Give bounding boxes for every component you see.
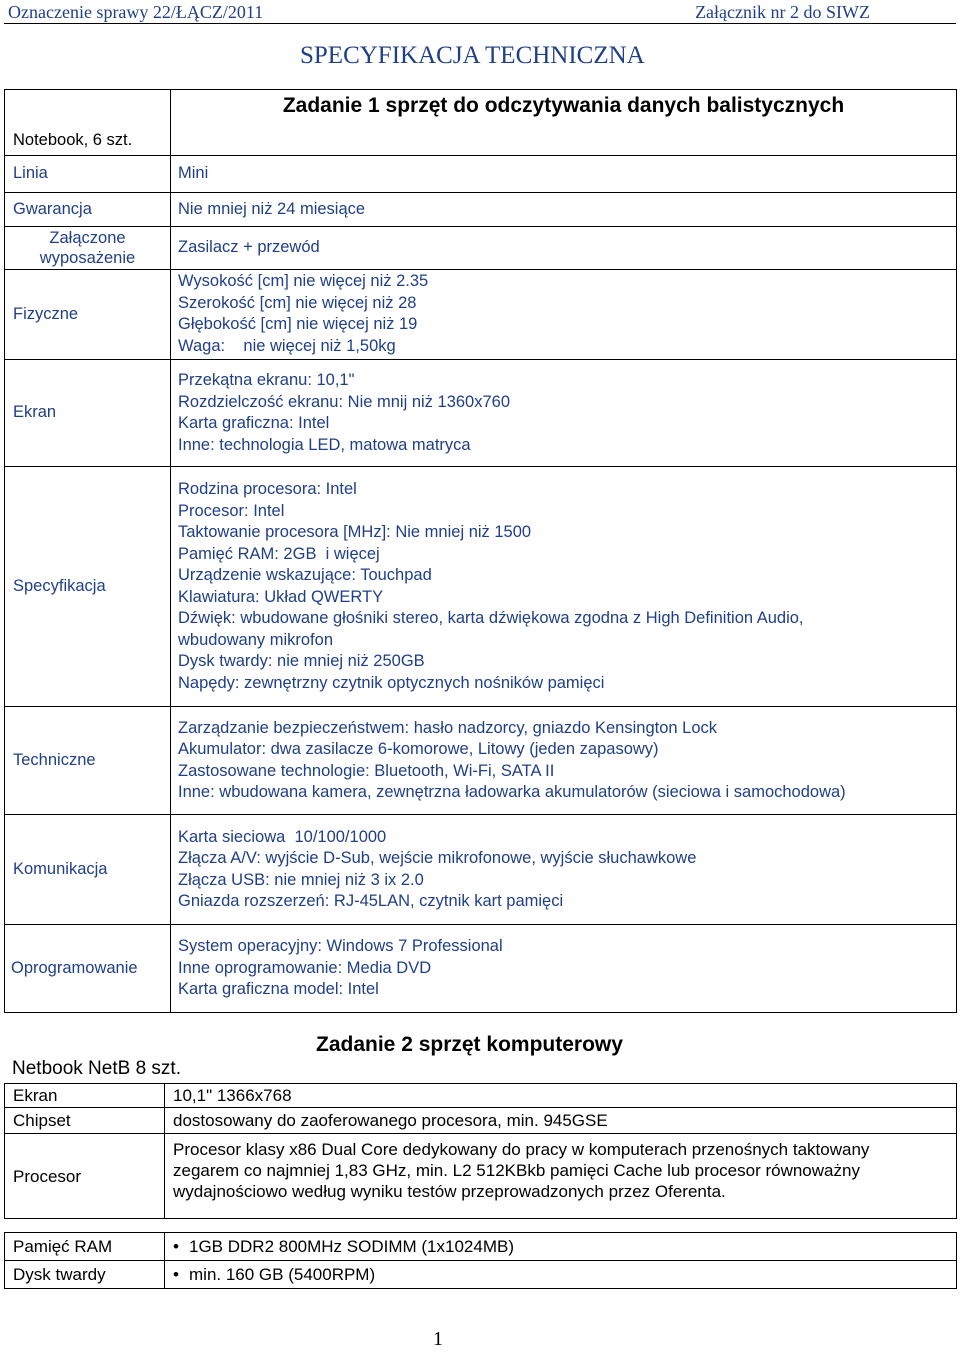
value-line: wbudowany mikrofon (178, 630, 333, 649)
table-row (5, 156, 957, 193)
value-line: Złącza A/V: wyjście D-Sub, wejście mikrofonowe, wyjście słuchawkowe (178, 849, 697, 867)
task2-item: Netbook NetB 8 szt. (12, 1058, 181, 1079)
value-text: min. 160 GB (5400RPM) (189, 1265, 376, 1284)
table-row (5, 1108, 957, 1134)
row-value: 10,1" 1366x768 (165, 1084, 957, 1108)
attachment-label: Załącznik nr 2 do SIWZ (695, 2, 870, 22)
value-line: Pamięć RAM: 2GB i więcej (178, 544, 380, 563)
table-row (5, 1219, 957, 1233)
value-text: 1GB DDR2 800MHz SODIMM (1x1024MB) (189, 1237, 514, 1256)
row-value (171, 270, 957, 360)
value-line: Karta sieciowa 10/100/1000 (178, 827, 387, 846)
header-divider (4, 23, 956, 24)
row-value (171, 467, 957, 707)
value-line: Napędy: zewnętrzny czytnik optycznych nośników pamięci (178, 673, 605, 692)
row-label: Ekran (5, 360, 171, 467)
row-label: Pamięć RAM (5, 1233, 165, 1261)
value-line: Akumulator: dwa zasilacze 6-komorowe, Litowy (jeden zapasowy) (178, 740, 659, 758)
value-line: Rodzina procesora: Intel (178, 480, 357, 498)
value-line: Dysk twardy: nie mniej niż 250GB (178, 652, 425, 670)
table-row (5, 1261, 957, 1289)
table-row (5, 360, 957, 467)
row-label: Ekran (5, 1084, 165, 1108)
table-row (5, 1233, 957, 1261)
value-line: Szerokość [cm] nie więcej niż 28 (178, 293, 417, 312)
table-row (5, 193, 957, 227)
row-label: Fizyczne (5, 270, 171, 360)
value-line: Waga: nie więcej niż 1,50kg (178, 336, 396, 355)
row-value (171, 815, 957, 925)
value-line: Przekątna ekranu: 10,1" (178, 371, 355, 389)
row-label: Załączone wyposażenie (5, 227, 171, 270)
value-line: wydajnościowo według wyniku testów przeprowadzonych przez Oferenta. (173, 1182, 726, 1201)
value-line: Procesor: Intel (178, 501, 285, 520)
page-number: 1 (433, 1328, 443, 1350)
row-label: Gwarancja (5, 193, 171, 227)
task1-title-cell (171, 90, 957, 156)
value-line: Inne: technologia LED, matowa matryca (178, 435, 471, 454)
value-line: Dźwięk: wbudowane głośniki stereo, karta dźwiękowa zgodna z High Definition Audio, (178, 609, 804, 627)
bullet-icon: • (173, 1265, 179, 1284)
row-label: Linia (5, 156, 171, 193)
value-line: System operacyjny: Windows 7 Professional (178, 937, 503, 956)
row-value (165, 1134, 957, 1219)
case-reference: Oznaczenie sprawy 22/ŁĄCZ/2011 (8, 2, 264, 22)
row-value (171, 707, 957, 815)
row-value (165, 1261, 957, 1289)
row-label: Komunikacja (5, 815, 171, 925)
row-label: Dysk twardy (5, 1261, 165, 1289)
value-line: Inne: wbudowana kamera, zewnętrzna ładowarka akumulatorów (sieciowa i samochodowa) (178, 783, 846, 801)
table-row (5, 90, 957, 156)
table-row (5, 925, 957, 1013)
value-line: Gniazda rozszerzeń: RJ-45LAN, czytnik kart pamięci (178, 892, 564, 910)
value-line: Inne oprogramowanie: Media DVD (178, 958, 432, 977)
value-line: zegarem co najmniej 1,83 GHz, min. L2 512KBkb pamięci Cache lub procesor równoważny (173, 1161, 860, 1180)
row-value: Zasilacz + przewód (171, 227, 957, 270)
value-line: Procesor klasy x86 Dual Core dedykowany do pracy w komputerach przenośnych taktowany (173, 1140, 870, 1159)
task1-item: Notebook, 6 szt. (5, 90, 171, 156)
row-label: Techniczne (5, 707, 171, 815)
value-line: Zarządzanie bezpieczeństwem: hasło nadzorcy, gniazdo Kensington Lock (178, 718, 718, 737)
table-row (5, 1084, 957, 1108)
value-line: Taktowanie procesora [MHz]: Nie mniej niż 1500 (178, 523, 532, 541)
page-header (0, 0, 960, 24)
value-line: Urządzenie wskazujące: Touchpad (178, 566, 432, 584)
value-line: Rozdzielczość ekranu: Nie mnij niż 1360x760 (178, 392, 510, 411)
table-row (5, 1134, 957, 1219)
table-row (5, 227, 957, 270)
value-line: Zastosowane technologie: Bluetooth, Wi-Fi, SATA II (178, 761, 555, 780)
document-title: SPECYFIKACJA TECHNICZNA (300, 42, 645, 69)
row-value (165, 1233, 957, 1261)
row-label: Procesor (5, 1134, 165, 1219)
row-value (171, 925, 957, 1013)
row-value (171, 360, 957, 467)
bullet-icon: • (173, 1237, 179, 1256)
value-line: Głębokość [cm] nie więcej niż 19 (178, 315, 418, 333)
task1-title: Zadanie 1 sprzęt do odczytywania danych balistycznych (282, 94, 845, 117)
table-row (5, 270, 957, 360)
table-row (5, 467, 957, 707)
task1-spec-table (4, 89, 957, 1013)
spacer-cell (5, 1219, 165, 1233)
table-row (5, 707, 957, 815)
table-row (5, 815, 957, 925)
task2-spec-table (4, 1083, 957, 1289)
row-value: Mini (171, 156, 957, 193)
row-value: Nie mniej niż 24 miesiące (171, 193, 957, 227)
row-label: Chipset (5, 1108, 165, 1134)
task2-title: Zadanie 2 sprzęt komputerowy (316, 1033, 623, 1056)
spacer-cell (165, 1219, 957, 1233)
value-line: Klawiatura: Układ QWERTY (178, 587, 384, 606)
row-value: dostosowany do zaoferowanego procesora, min. 945GSE (165, 1108, 957, 1134)
value-line: Karta graficzna: Intel (178, 414, 330, 432)
value-line: Złącza USB: nie mniej niż 3 ix 2.0 (178, 870, 424, 889)
value-line: Wysokość [cm] nie więcej niż 2.35 (178, 272, 429, 290)
row-label: Oprogramowanie (5, 925, 171, 1013)
row-label: Specyfikacja (5, 467, 171, 707)
value-line: Karta graficzna model: Intel (178, 980, 379, 999)
